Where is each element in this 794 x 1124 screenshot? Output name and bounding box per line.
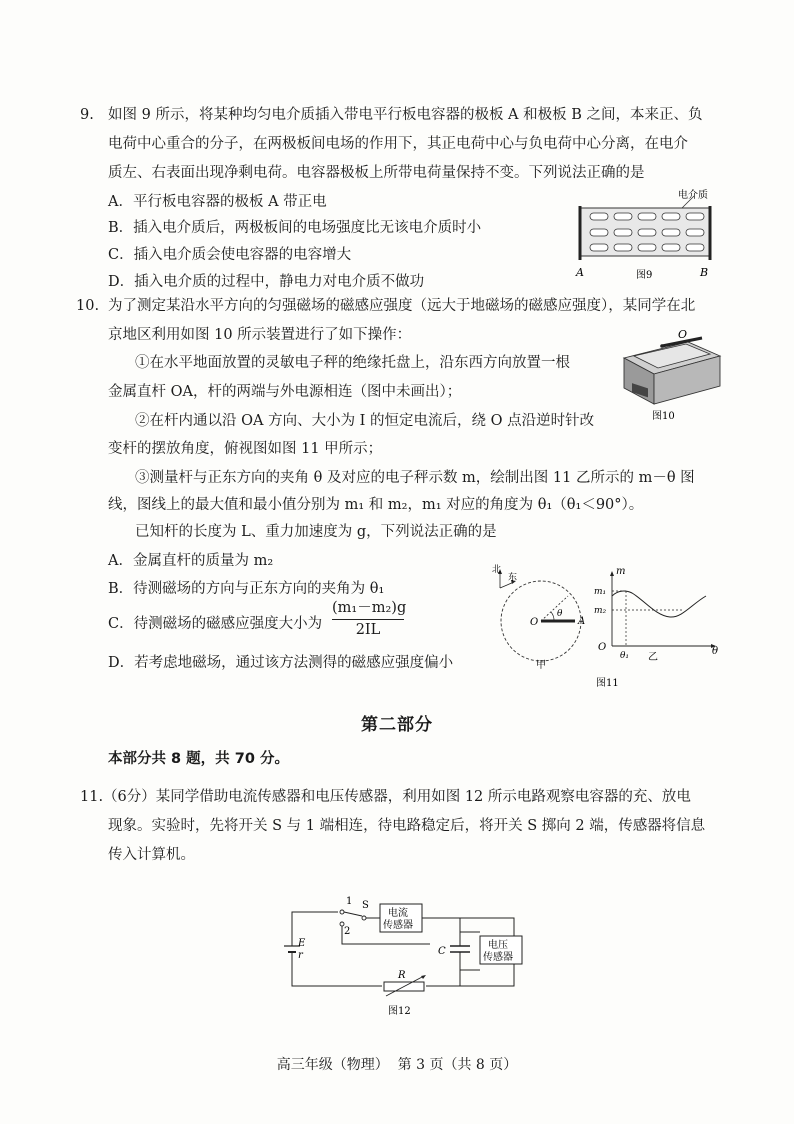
- section-intro: 本部分共 8 题，共 70 分。: [108, 751, 289, 767]
- question-stem-line: 如图 9 所示，将某种均匀电介质插入带电平行板电容器的极板 A 和极板 B 之间，本来正、负: [108, 107, 703, 123]
- step-line: 金属直杆 OA，杆的两端与外电源相连（图中未画出）；: [108, 384, 462, 400]
- figure-11-a-label: A: [578, 616, 586, 627]
- compass-north-label: 北: [492, 565, 502, 575]
- section-title: 第二部分: [361, 715, 433, 735]
- figure-11-theta-label: θ: [557, 609, 563, 619]
- battery-e-label: E: [298, 938, 306, 949]
- question-number: 10.: [76, 298, 100, 314]
- figure-11-o-label: O: [530, 617, 539, 628]
- switch-pos2-label: 2: [344, 926, 351, 937]
- figure-11-part-a-label: 甲: [536, 660, 546, 671]
- switch-pos1-label: 1: [346, 896, 353, 907]
- graph-theta1-label: θ₁: [620, 651, 630, 661]
- question-stem-line: 传入计算机。: [108, 847, 195, 863]
- graph-axis-m-label: m: [616, 566, 626, 577]
- current-sensor-line1: 电流: [388, 908, 408, 919]
- question-stem-line: 电荷中心重合的分子，在两极板间电场的作用下，其正电荷中心与负电荷中心分离，在电介: [108, 136, 688, 152]
- known-conditions: 已知杆的长度为 L、重力加速度为 g，下列说法正确的是: [135, 524, 497, 540]
- figure-11-part-b-label: 乙: [648, 652, 658, 663]
- figure-9-capacitor: [570, 186, 720, 286]
- figure-11-caption: 图11: [596, 678, 619, 689]
- formula-denominator: 2IL: [355, 622, 381, 638]
- figure-11: [484, 560, 724, 690]
- step-line: ②在杆内通以沿 OA 方向、大小为 I 的恒定电流后，绕 O 点沿逆时针改: [135, 413, 595, 429]
- step-line: ①在水平地面放置的灵敏电子秤的绝缘托盘上，沿东西方向放置一根: [135, 355, 570, 371]
- capacitor-label: C: [438, 946, 446, 957]
- step-line: ③测量杆与正东方向的夹角 θ 及对应的电子秤示数 m，绘制出图 11 乙所示的 m－θ 图: [135, 470, 695, 486]
- figure-12-circuit: [280, 890, 530, 1020]
- step-line: 线，图线上的最大值和最小值分别为 m₁ 和 m₂，m₁ 对应的角度为 θ₁（θ₁＜90°）。: [108, 497, 644, 513]
- graph-origin-label: O: [598, 642, 607, 653]
- graph-axis-theta-label: θ: [712, 646, 719, 657]
- voltage-sensor-line2: 传感器: [483, 952, 513, 963]
- question-number: 11.: [80, 789, 104, 805]
- current-sensor-line2: 传感器: [383, 920, 413, 931]
- step-line: 变杆的摆放角度，俯视图如图 11 甲所示；: [108, 441, 383, 457]
- option-a: A．平行板电容器的极板 A 带正电: [108, 194, 327, 210]
- figure-9-medium-label: 电介质: [678, 190, 708, 201]
- option-b: B．插入电介质后，两极板间的电场强度比无该电介质时小: [108, 220, 482, 236]
- graph-m2-label: m₂: [594, 606, 607, 616]
- switch-s-label: S: [362, 900, 369, 911]
- resistor-label: R: [398, 970, 406, 981]
- figure-10-caption: 图10: [652, 411, 675, 422]
- figure-9-plate-b-label: B: [700, 266, 709, 279]
- graph-m1-label: m₁: [594, 587, 607, 597]
- option-d: D．插入电介质的过程中，静电力对电介质不做功: [108, 274, 425, 290]
- option-d: D．若考虑地磁场，通过该方法测得的磁感应强度偏小: [108, 655, 454, 671]
- formula-numerator: (m₁－m₂)g: [332, 600, 407, 616]
- compass-east-label: 东: [508, 573, 518, 583]
- option-b: B．待测磁场的方向与正东方向的夹角为 θ₁: [108, 581, 385, 597]
- formula-fraction: [332, 600, 407, 639]
- figure-10-o-label: O: [678, 328, 688, 341]
- voltage-sensor-line1: 电压: [488, 940, 508, 951]
- figure-9-caption: 图9: [636, 270, 653, 281]
- page-footer: 高三年级（物理） 第 3 页（共 8 页）: [276, 1057, 518, 1073]
- option-c: C．插入电介质会使电容器的电容增大: [108, 247, 352, 263]
- question-stem-line: （6分）某同学借助电流传感器和电压传感器，利用如图 12 所示电路观察电容器的充、放电: [103, 789, 691, 805]
- option-a: A．金属直杆的质量为 m₂: [108, 553, 274, 569]
- figure-12-caption: 图12: [388, 1006, 411, 1017]
- question-number: 9.: [80, 107, 94, 123]
- question-stem-line: 现象。实验时，先将开关 S 与 1 端相连，待电路稳定后，将开关 S 掷向 2 端，传感器将信息: [108, 818, 706, 834]
- figure-10-scale: [610, 316, 730, 426]
- figure-9-plate-a-label: A: [576, 266, 584, 279]
- battery-r-label: r: [298, 950, 303, 961]
- question-stem-line: 京地区利用如图 10 所示装置进行了如下操作：: [108, 327, 412, 343]
- question-stem-line: 质左、右表面出现净剩电荷。电容器极板上所带电荷量保持不变。下列说法正确的是: [108, 165, 645, 181]
- option-c: C．待测磁场的磁感应强度大小为: [108, 616, 323, 632]
- question-stem-line: 为了测定某沿水平方向的匀强磁场的磁感应强度（远大于地磁场的磁感应强度），某同学在北: [108, 298, 696, 314]
